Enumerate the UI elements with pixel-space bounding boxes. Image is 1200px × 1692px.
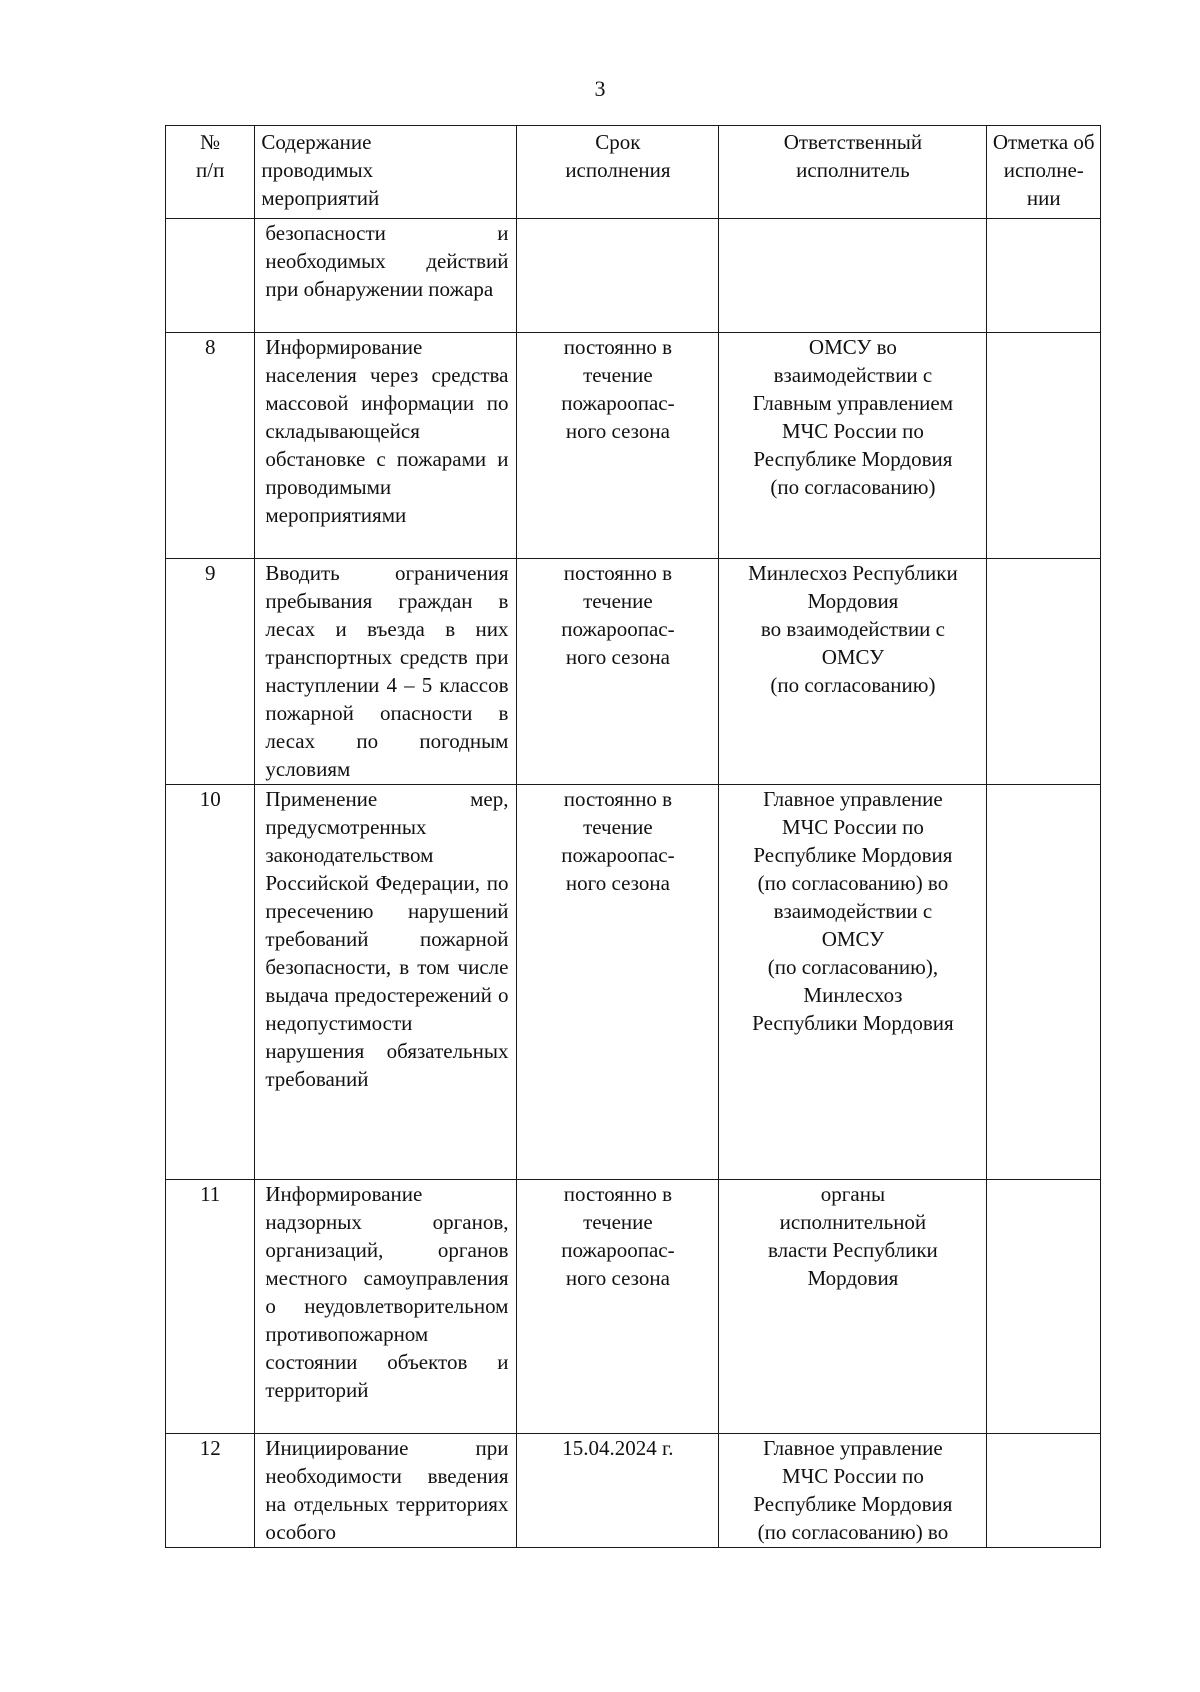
table-header (166, 126, 1101, 219)
header-term-line: Срок (595, 130, 641, 154)
header-num (166, 126, 255, 219)
header-num-line: № (200, 130, 221, 154)
row-mark (987, 219, 1101, 333)
term-line: пожароопас- (561, 391, 675, 415)
header-content-line: мероприятий (261, 186, 380, 210)
term-line: ного сезона (565, 419, 670, 443)
header-mark-line: нии (1026, 186, 1061, 210)
header-term-line: исполнения (565, 158, 671, 182)
row-content: Информирование надзорных органов, организаций, органов местного самоуправления о неудовлетворительном противопожарном состоянии объектов и территорий (255, 1180, 517, 1434)
table-row (166, 559, 1101, 785)
row-num: 12 (166, 1434, 255, 1548)
responsible-line: Республике Мордовия (753, 447, 953, 471)
row-term (517, 333, 719, 559)
responsible-line: Главное управление (763, 787, 943, 811)
row-responsible (719, 559, 987, 785)
page-number: 3 (594, 76, 606, 101)
responsible-line: Главным управлением (752, 391, 954, 415)
responsible-line: взаимодействии с (773, 899, 933, 923)
table-row (166, 219, 1101, 333)
table-body (166, 219, 1101, 1548)
header-responsible-line: Ответственный (783, 130, 923, 154)
responsible-line: Минлесхоз (803, 983, 903, 1007)
row-content: Вводить ограничения пребывания граждан в лесах и въезда в них транспортных средств при наступлении 4 – 5 классов пожарной опасности в лесах по погодным условиям (255, 559, 517, 785)
responsible-line: ОМСУ (821, 645, 885, 669)
term-line: постоянно в (563, 1182, 673, 1206)
responsible-line: Республике Мордовия (753, 1492, 953, 1516)
responsible-line: ОМСУ (821, 927, 885, 951)
row-mark (987, 559, 1101, 785)
activities-table (165, 125, 1101, 1548)
table-row (166, 1180, 1101, 1434)
table-row (166, 333, 1101, 559)
row-num: 8 (166, 333, 255, 559)
responsible-line: органы (820, 1182, 886, 1206)
row-content: Информирование населения через средства массовой информации по складывающейся обстановке с пожарами и проводимыми мероприятиями (255, 333, 517, 559)
header-row (166, 126, 1101, 219)
row-term (517, 1434, 719, 1548)
row-responsible (719, 1180, 987, 1434)
responsible-line: (по согласованию), (767, 955, 939, 979)
responsible-line: МЧС России по (781, 815, 924, 839)
term-line: течение (583, 815, 653, 839)
row-term (517, 559, 719, 785)
row-responsible (719, 333, 987, 559)
row-term (517, 785, 719, 1180)
row-num: 9 (166, 559, 255, 785)
responsible-line: Мордовия (807, 1266, 899, 1290)
row-responsible (719, 219, 987, 333)
responsible-line: исполнительной (779, 1210, 927, 1234)
row-content: Применение мер, предусмотренных законодательством Российской Федерации, по пресечению нарушений требований пожарной безопасности, в том числе выдача предостережений о недопустимости нарушения обязательных требований (255, 785, 517, 1180)
responsible-line: МЧС России по (781, 1464, 924, 1488)
header-content-line: проводимых (261, 158, 374, 182)
table-row (166, 785, 1101, 1180)
header-content (255, 126, 517, 219)
header-responsible-line: исполнитель (796, 158, 910, 182)
row-responsible (719, 1434, 987, 1548)
row-term (517, 219, 719, 333)
term-line: постоянно в (563, 787, 673, 811)
row-mark (987, 333, 1101, 559)
term-line: течение (583, 363, 653, 387)
term-line: течение (583, 1210, 653, 1234)
term-line: ного сезона (565, 871, 670, 895)
term-line: пожароопас- (561, 1238, 675, 1262)
term-line: ного сезона (565, 1266, 670, 1290)
row-responsible (719, 785, 987, 1180)
responsible-line: (по согласованию) во (757, 871, 949, 895)
row-num (166, 219, 255, 333)
term-line: постоянно в (563, 335, 673, 359)
term-line: ного сезона (565, 645, 670, 669)
responsible-line: взаимодействии с (773, 363, 933, 387)
row-mark (987, 1180, 1101, 1434)
header-num-line: п/п (196, 158, 225, 182)
responsible-line: МЧС России по (781, 419, 924, 443)
responsible-line: Мордовия (807, 589, 899, 613)
term-line: 15.04.2024 г. (562, 1436, 674, 1460)
header-responsible (719, 126, 987, 219)
header-mark-line: Отметка об (992, 130, 1095, 154)
responsible-line: (по согласованию) во (757, 1520, 949, 1544)
header-mark-line: исполне- (1003, 158, 1084, 182)
responsible-line: во взаимодействии с (760, 617, 945, 641)
term-line: течение (583, 589, 653, 613)
row-mark (987, 785, 1101, 1180)
row-num: 10 (166, 785, 255, 1180)
responsible-line: ОМСУ во (808, 335, 897, 359)
table-row (166, 1434, 1101, 1548)
responsible-line: (по согласованию) (770, 673, 936, 697)
row-content: Инициирование при необходимости введения на отдельных территориях особого (255, 1434, 517, 1548)
responsible-line: Главное управление (763, 1436, 943, 1460)
row-num: 11 (166, 1180, 255, 1434)
row-content: безопасности и необходимых действий при обнаружении пожара (255, 219, 517, 333)
responsible-line: Минлесхоз Республики (748, 561, 958, 585)
term-line: пожароопас- (561, 843, 675, 867)
term-line: постоянно в (563, 561, 673, 585)
row-term (517, 1180, 719, 1434)
header-mark (987, 126, 1101, 219)
header-content-line: Содержание (261, 130, 372, 154)
term-line: пожароопас- (561, 617, 675, 641)
responsible-line: Республики Мордовия (752, 1011, 954, 1035)
row-mark (987, 1434, 1101, 1548)
responsible-line: власти Республики (768, 1238, 938, 1262)
header-term (517, 126, 719, 219)
responsible-line: (по согласованию) (770, 475, 936, 499)
responsible-line: Республике Мордовия (753, 843, 953, 867)
